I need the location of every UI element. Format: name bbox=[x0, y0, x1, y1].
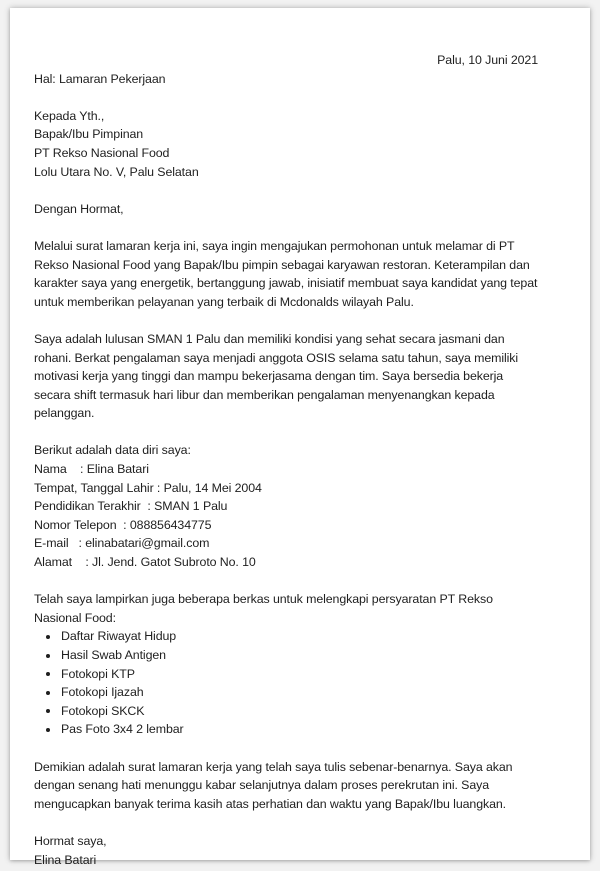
letter-date: Palu, 10 Juni 2021 bbox=[437, 53, 538, 67]
list-item: Hasil Swab Antigen bbox=[54, 646, 538, 665]
recipient-line: PT Rekso Nasional Food bbox=[34, 145, 170, 160]
list-item: Fotokopi SKCK bbox=[54, 702, 538, 721]
attachments-intro: Telah saya lampirkan juga beberapa berkas untuk melengkapi persyaratan PT Rekso Nasional Food: bbox=[34, 592, 493, 625]
recipient-line: Lolu Utara No. V, Palu Selatan bbox=[34, 164, 199, 179]
list-item: Pas Foto 3x4 2 lembar bbox=[54, 720, 538, 739]
bio-row: Alamat : Jl. Jend. Gatot Subroto No. 10 bbox=[34, 555, 256, 570]
bio-row: Pendidikan Terakhir : SMAN 1 Palu bbox=[34, 499, 228, 514]
attachments-list bbox=[34, 627, 538, 739]
salutation: Dengan Hormat, bbox=[34, 201, 124, 216]
recipient-line: Bapak/Ibu Pimpinan bbox=[34, 127, 144, 142]
recipient-block bbox=[34, 107, 538, 181]
signature-block bbox=[34, 832, 538, 869]
list-item: Fotokopi Ijazah bbox=[54, 683, 538, 702]
bio-row: Nomor Telepon : 088856434775 bbox=[34, 517, 212, 532]
recipient-greeting: Kepada Yth., bbox=[34, 108, 105, 123]
paragraph-closing: Demikian adalah surat lamaran kerja yang telah saya tulis sebenar-benarnya. Saya akan dengan senang hati menunggu kabar selanjutnya dalam proses perekrutan ini. Saya mengucapkan banyak terima kasih atas perhatian dan waktu yang Bapak/Ibu luangkan. bbox=[34, 759, 513, 811]
paragraph-qualifications: Saya adalah lulusan SMAN 1 Palu dan memiliki kondisi yang sehat secara jasmani dan rohani. Berkat pengalaman saya menjadi anggota OSIS selama satu tahun, saya memiliki motivasi kerja yang tinggi dan mampu bekerjasama dengan tim. Saya bersedia bekerja secara shift termasuk hari libur dan memberikan pengalaman menyenangkan kepada pelanggan. bbox=[34, 331, 519, 421]
signoff: Hormat saya, bbox=[34, 833, 107, 848]
bio-block bbox=[34, 441, 538, 571]
bio-row: Nama : Elina Batari bbox=[34, 462, 149, 477]
attachments-block bbox=[34, 590, 538, 739]
signature-name: Elina Batari bbox=[34, 852, 97, 867]
bio-row: Tempat, Tanggal Lahir : Palu, 14 Mei 2004 bbox=[34, 480, 262, 495]
letter-subject: Hal: Lamaran Pekerjaan bbox=[34, 71, 166, 86]
list-item: Fotokopi KTP bbox=[54, 665, 538, 684]
list-item: Daftar Riwayat Hidup bbox=[54, 627, 538, 646]
paragraph-intro: Melalui surat lamaran kerja ini, saya ingin mengajukan permohonan untuk melamar di PT Rekso Nasional Food yang Bapak/Ibu pimpin sebagai karyawan restoran. Keterampilan dan karakter saya yang energetik, bertanggung jawab, inisiatif membuat saya kandidat yang tepat untuk memberikan pelayanan yang terbaik di Mcdonalds wilayah Palu. bbox=[34, 238, 538, 309]
letter-page bbox=[10, 8, 590, 867]
bio-intro: Berikut adalah data diri saya: bbox=[34, 443, 191, 458]
bio-row: E-mail : elinabatari@gmail.com bbox=[34, 536, 210, 551]
